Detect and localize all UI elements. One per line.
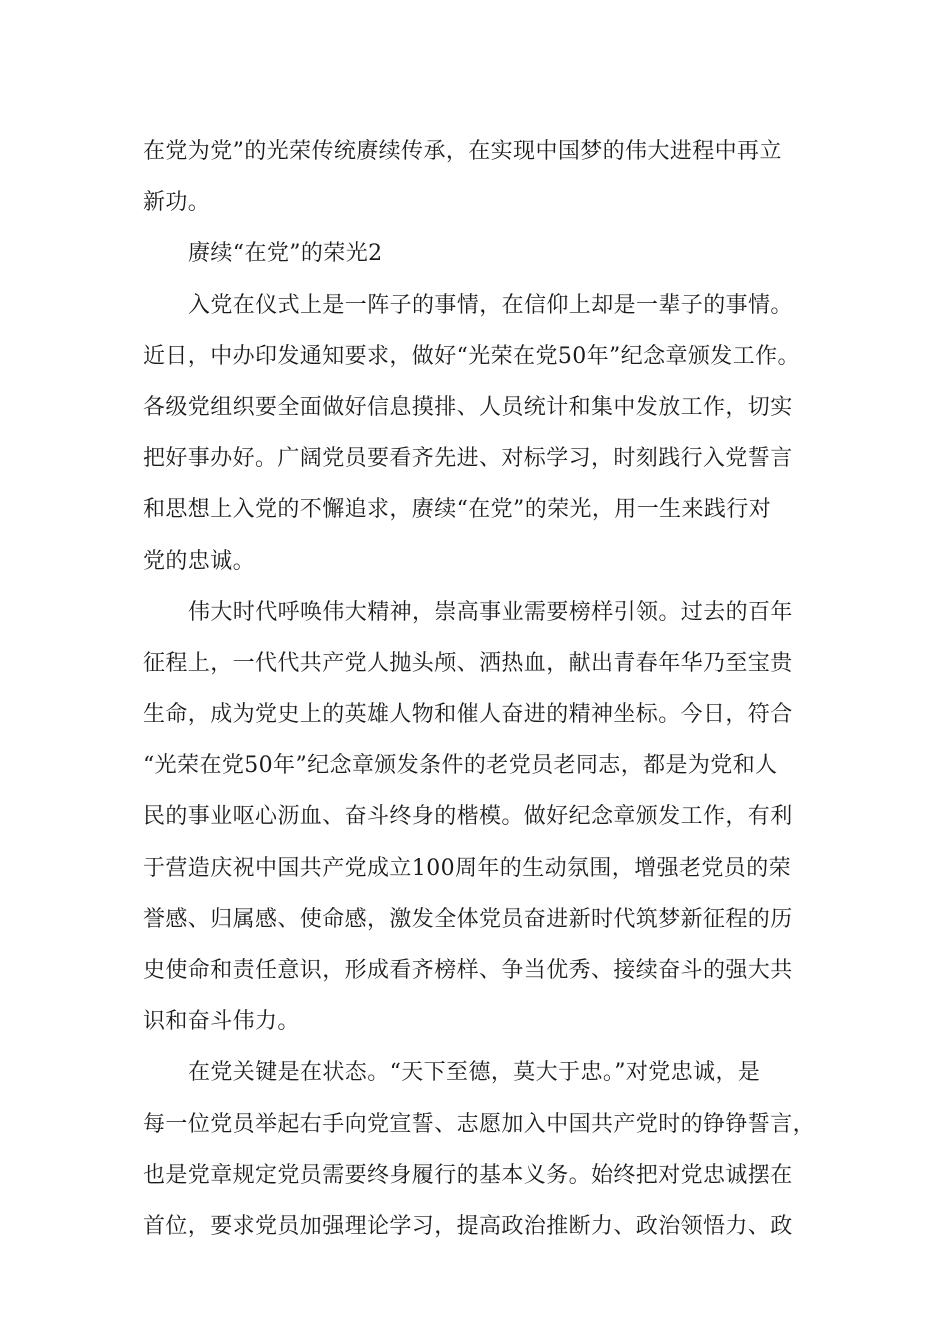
text-line: 首位，要求党员加强理论学习，提高政治推断力、政治领悟力、政 [143, 1213, 793, 1239]
text-line: 党的忠诚。 [143, 548, 256, 574]
text-line: 伟大时代呼唤伟大精神，崇高事业需要榜样引领。过去的百年 [188, 599, 793, 625]
text-line: 民的事业呕心沥血、奋斗终身的楷模。做好纪念章颁发工作，有利 [143, 804, 793, 830]
text-line: “光荣在党50年”纪念章颁发条件的老党员老同志，都是为党和人 [143, 753, 778, 779]
text-line: 誉感、归属感、使命感，激发全体党员奋进新时代筑梦新征程的历 [143, 906, 793, 932]
text-line: 征程上，一代代共产党人抛头颅、洒热血，献出青春年华乃至宝贵 [143, 650, 793, 676]
text-line: 在党关键是在状态。“天下至德，莫大于忠。”对党忠诚，是 [188, 1060, 761, 1086]
text-line: 史使命和责任意识，形成看齐榜样、争当优秀、接续奋斗的强大共 [143, 958, 793, 983]
text-line: 在党为党”的光荣传统赓续传承，在实现中国梦的伟大进程中再立 [143, 139, 782, 164]
text-line: 近日，中办印发通知要求，做好“光荣在党50年”纪念章颁发工作。 [143, 343, 800, 369]
text-line: 把好事办好。广阔党员要看齐先进、对标学习，时刻践行入党誓言 [143, 446, 793, 472]
text-line: 识和奋斗伟力。 [143, 1009, 300, 1035]
text-line: 新功。 [143, 190, 211, 216]
text-line: 入党在仪式上是一阵子的事情，在信仰上却是一辈子的事情。 [188, 292, 793, 318]
text-line: 也是党章规定党员需要终身履行的基本义务。始终把对党忠诚摆在 [143, 1162, 793, 1188]
text-line: 和思想上入党的不懈追求，赓续“在党”的荣光，用一生来践行对 [143, 497, 772, 523]
document-body [143, 126, 816, 1252]
text-line: 赓续“在党”的荣光2 [188, 241, 383, 267]
text-line: 每一位党员举起右手向党宣誓、志愿加入中国共产党时的铮铮誓言， [143, 1111, 816, 1137]
text-line: 各级党组织要全面做好信息摸排、人员统计和集中发放工作，切实 [143, 394, 793, 420]
text-line: 于营造庆祝中国共产党成立100周年的生动氛围，增强老党员的荣 [143, 855, 791, 881]
text-line: 生命，成为党史上的英雄人物和催人奋进的精神坐标。今日，符合 [143, 702, 793, 728]
